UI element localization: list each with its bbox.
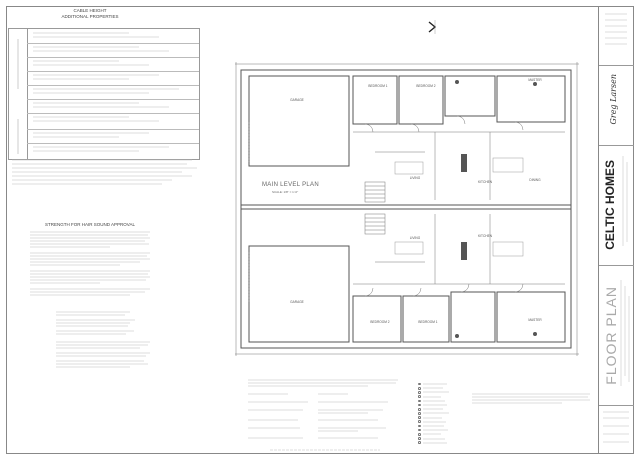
footer-line [270,448,390,452]
room-label-kitchen-top: KITCHEN [478,180,492,184]
notes-header [40,8,140,20]
tb-footer-lines [599,406,633,452]
room-label-kitchen-bottom: KITCHEN [478,234,492,238]
notes-title-line2: ADDITIONAL PROPERTIES [61,14,119,19]
tb-header-lines [599,6,633,64]
room-label-master-top: MASTER [528,78,542,82]
plan-scale: SCALE: 1/8" = 1'-0" [272,190,299,194]
general-notes-lines [12,158,202,218]
property-notes-table [8,28,200,160]
tb-sheet-title-cell [599,266,634,406]
notes-title-line1: CABLE HEIGHT [73,8,107,13]
room-label-bedroom-3: BEDROOM 2 [370,320,390,324]
plan-notes-lines [248,378,408,450]
tb-footer-cell [599,406,634,454]
plan-title: MAIN LEVEL PLAN [262,182,319,188]
main-level-floor-plan [235,62,579,356]
room-label-living-bottom: LIVING [409,236,421,240]
room-label-bedroom-1: BEDROOM 1 [368,84,388,88]
symbol-legend [418,382,468,445]
north-arrow-icon [427,20,439,34]
tb-header-cell [599,6,634,66]
room-label-bedroom-2: BEDROOM 2 [416,84,436,88]
tb-sheet-lines [599,266,633,404]
brand-name: CELTIC HOMES [603,160,617,250]
sheet-title: FLOOR PLAN [603,286,619,385]
room-label-living-top: LIVING [409,176,421,180]
room-label-garage-top: GARAGE [290,98,304,102]
title-block [598,6,634,454]
approval-paragraphs [30,230,160,400]
section-title: STRENGTH FOR HAIR SOUND APPROVAL [45,222,135,227]
room-label-garage-bottom: GARAGE [290,300,304,304]
signature: Greg Larsen [609,74,618,125]
tb-brand-lines [599,146,633,264]
room-label-master-bottom: MASTER [528,318,542,322]
room-label-dining-top: DINING [529,178,541,182]
bottom-right-note-lines [472,392,592,408]
tb-brand-cell [599,146,634,266]
notes-text-lines [9,29,199,159]
room-label-bedroom-4: BEDROOM 1 [418,320,438,324]
tb-signature-cell [599,66,634,146]
